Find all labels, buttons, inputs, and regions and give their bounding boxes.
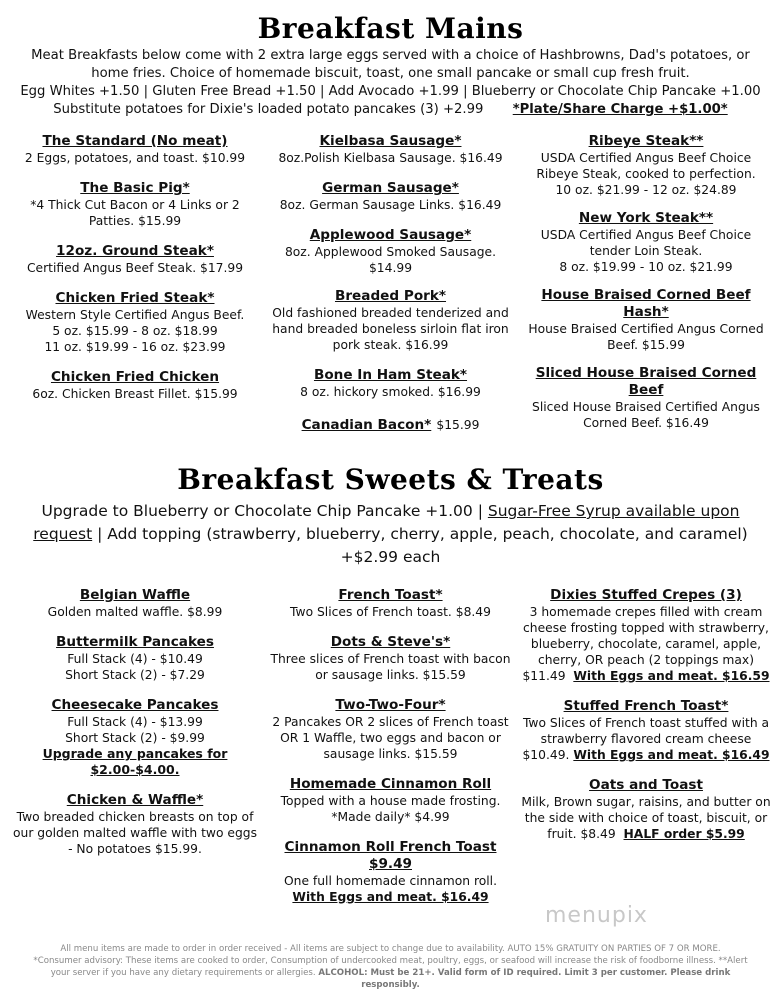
- sweets-intro: Upgrade to Blueberry or Chocolate Chip Pancake +1.00 | Sugar-Free Syrup available upon request | Add topping (strawberry, blueberry, cherry, apple, peach, chocolate, and caramel) +$2.99 each: [33, 502, 748, 566]
- sugar-free-note: Sugar-Free Syrup available upon request: [33, 502, 740, 543]
- sweets-col-1: [10, 587, 260, 915]
- menu-item: Breaded Pork* Old fashioned breaded tenderized and hand breaded boneless sirloin flat iron pork steak. $16.99: [272, 288, 509, 352]
- menu-item: Cheesecake Pancakes Full Stack (4) - $13.99 Short Stack (2) - $9.99 Upgrade any pancakes for $2.00-$4.00.: [10, 697, 260, 778]
- menu-item: Dixies Stuffed Crepes (3) 3 homemade crepes filled with cream cheese frosting topped with strawberry, blueberry, chocolate, caramel, apple, cherry, OR peach (2 toppings max) $11.49 With Eggs and meat. $16.59: [522, 587, 770, 683]
- menu-item: Homemade Cinnamon Roll Topped with a house made frosting. *Made daily* $4.99: [280, 776, 501, 824]
- menu-item: Canadian Bacon* $15.99: [301, 417, 480, 433]
- footer-line2: *Consumer advisory: These items are cooked to order, Consumption of undercooked meat, poultry, eggs, or seafood will increase the risk of foodborne illness. **Alert your server if you have any dietary requirements or allergies. ALCOHOL: Must be 21+. Valid form of ID required. Limit 3 per customer. Please drink responsibly.: [33, 956, 748, 990]
- menu-item: Kielbasa Sausage* 8oz.Polish Kielbasa Sausage. $16.49: [278, 133, 503, 165]
- alcohol-notice: ALCOHOL: Must be 21+. Valid form of ID required. Limit 3 per customer. Please drink responsibly.: [318, 968, 731, 990]
- mains-intro-line1: Meat Breakfasts below come with 2 extra large eggs served with a choice of Hashbrowns, Dad's potatoes, or home fries. Choice of homemade biscuit, toast, one small pancake or small cup fresh fruit.: [31, 48, 750, 81]
- sweets-col-3: [521, 587, 771, 915]
- menu-item: Ribeye Steak** USDA Certified Angus Beef Choice Ribeye Steak, cooked to perfection. 10 oz. $21.99 - 12 oz. $24.89: [536, 133, 756, 197]
- sweets-col-2: [271, 587, 511, 915]
- mains-title: Breakfast Mains: [257, 12, 524, 45]
- menu-item: Buttermilk Pancakes Full Stack (4) - $10.49 Short Stack (2) - $7.29: [56, 634, 214, 682]
- menu-item: Dots & Steve's* Three slices of French toast with bacon or sausage links. $15.59: [270, 634, 511, 682]
- mains-intro-line2: Egg Whites +1.50 | Gluten Free Bread +1.50 | Add Avocado +1.99 | Blueberry or Chocolate Chip Pancake +1.00: [20, 84, 761, 99]
- pancake-upgrade-note: Upgrade any pancakes for $2.00-$4.00.: [42, 746, 228, 777]
- menu-item: New York Steak** USDA Certified Angus Beef Choice tender Loin Steak. 8 oz. $19.99 - 10 oz. $21.99: [540, 210, 752, 274]
- menu-item: Chicken Fried Steak* Western Style Certified Angus Beef. 5 oz. $15.99 - 8 oz. $18.99 11 oz. $19.99 - 16 oz. $23.99: [25, 290, 245, 354]
- mains-columns: [0, 133, 781, 463]
- menu-item: Stuffed French Toast* Two Slices of French toast stuffed with a strawberry flavored cream cheese $10.49. With Eggs and meat. $16.49: [522, 698, 770, 762]
- mains-col-2: [271, 133, 511, 463]
- sweets-columns: [0, 587, 781, 915]
- menu-item: Cinnamon Roll French Toast $9.49 One full homemade cinnamon roll. With Eggs and meat. $16.49: [283, 839, 498, 904]
- menu-item: Oats and Toast Milk, Brown sugar, raisins, and butter on the side with choice of toast, biscuit, or fruit. $8.49 HALF order $5.99: [521, 777, 771, 841]
- menupix-watermark: menupix: [545, 903, 648, 928]
- menu-item: The Basic Pig* *4 Thick Cut Bacon or 4 Links or 2 Patties. $15.99: [30, 180, 240, 228]
- mains-col-1: [10, 133, 260, 463]
- menu-item: Chicken Fried Chicken 6oz. Chicken Breast Fillet. $15.99: [32, 369, 238, 401]
- menu-item: 12oz. Ground Steak* Certified Angus Beef Steak. $17.99: [26, 243, 244, 275]
- menu-item: Chicken & Waffle* Two breaded chicken breasts on top of our golden malted waffle with two eggs - No potatoes $15.99.: [13, 792, 257, 856]
- menu-item: German Sausage* 8oz. German Sausage Links. $16.49: [279, 180, 502, 212]
- mains-col-3: [521, 133, 771, 463]
- footer-line1: All menu items are made to order in order received - All items are subject to change due to availability. AUTO 15% GRATUITY ON PARTIES OF 7 OR MORE.: [60, 944, 721, 954]
- mains-intro: [0, 45, 781, 119]
- mains-intro-line3: Substitute potatoes for Dixie's loaded potato pancakes (3) +2.99 *Plate/Share Charge +$1.00*: [53, 102, 728, 117]
- footer-disclaimer: [0, 943, 781, 991]
- menu-item: The Standard (No meat) 2 Eggs, potatoes, and toast. $10.99: [24, 133, 246, 165]
- plate-share-charge: *Plate/Share Charge +$1.00*: [512, 102, 728, 117]
- menu-item: Bone In Ham Steak* 8 oz. hickory smoked. $16.99: [300, 367, 481, 399]
- menu-item: House Braised Corned Beef Hash* House Braised Certified Angus Corned Beef. $15.99: [528, 287, 764, 352]
- menu-item: Sliced House Braised Corned Beef Sliced House Braised Certified Angus Corned Beef. $16.49: [532, 365, 760, 430]
- menu-item: Applewood Sausage* 8oz. Applewood Smoked Sausage. $14.99: [284, 227, 497, 275]
- menu-item: Two-Two-Four* 2 Pancakes OR 2 slices of French toast OR 1 Waffle, two eggs and bacon or sausage links. $15.59: [272, 697, 509, 761]
- sweets-title: Breakfast Sweets & Treats: [177, 463, 604, 496]
- menu-item: Belgian Waffle Golden malted waffle. $8.99: [47, 587, 223, 619]
- menu-item: French Toast* Two Slices of French toast. $8.49: [290, 587, 491, 619]
